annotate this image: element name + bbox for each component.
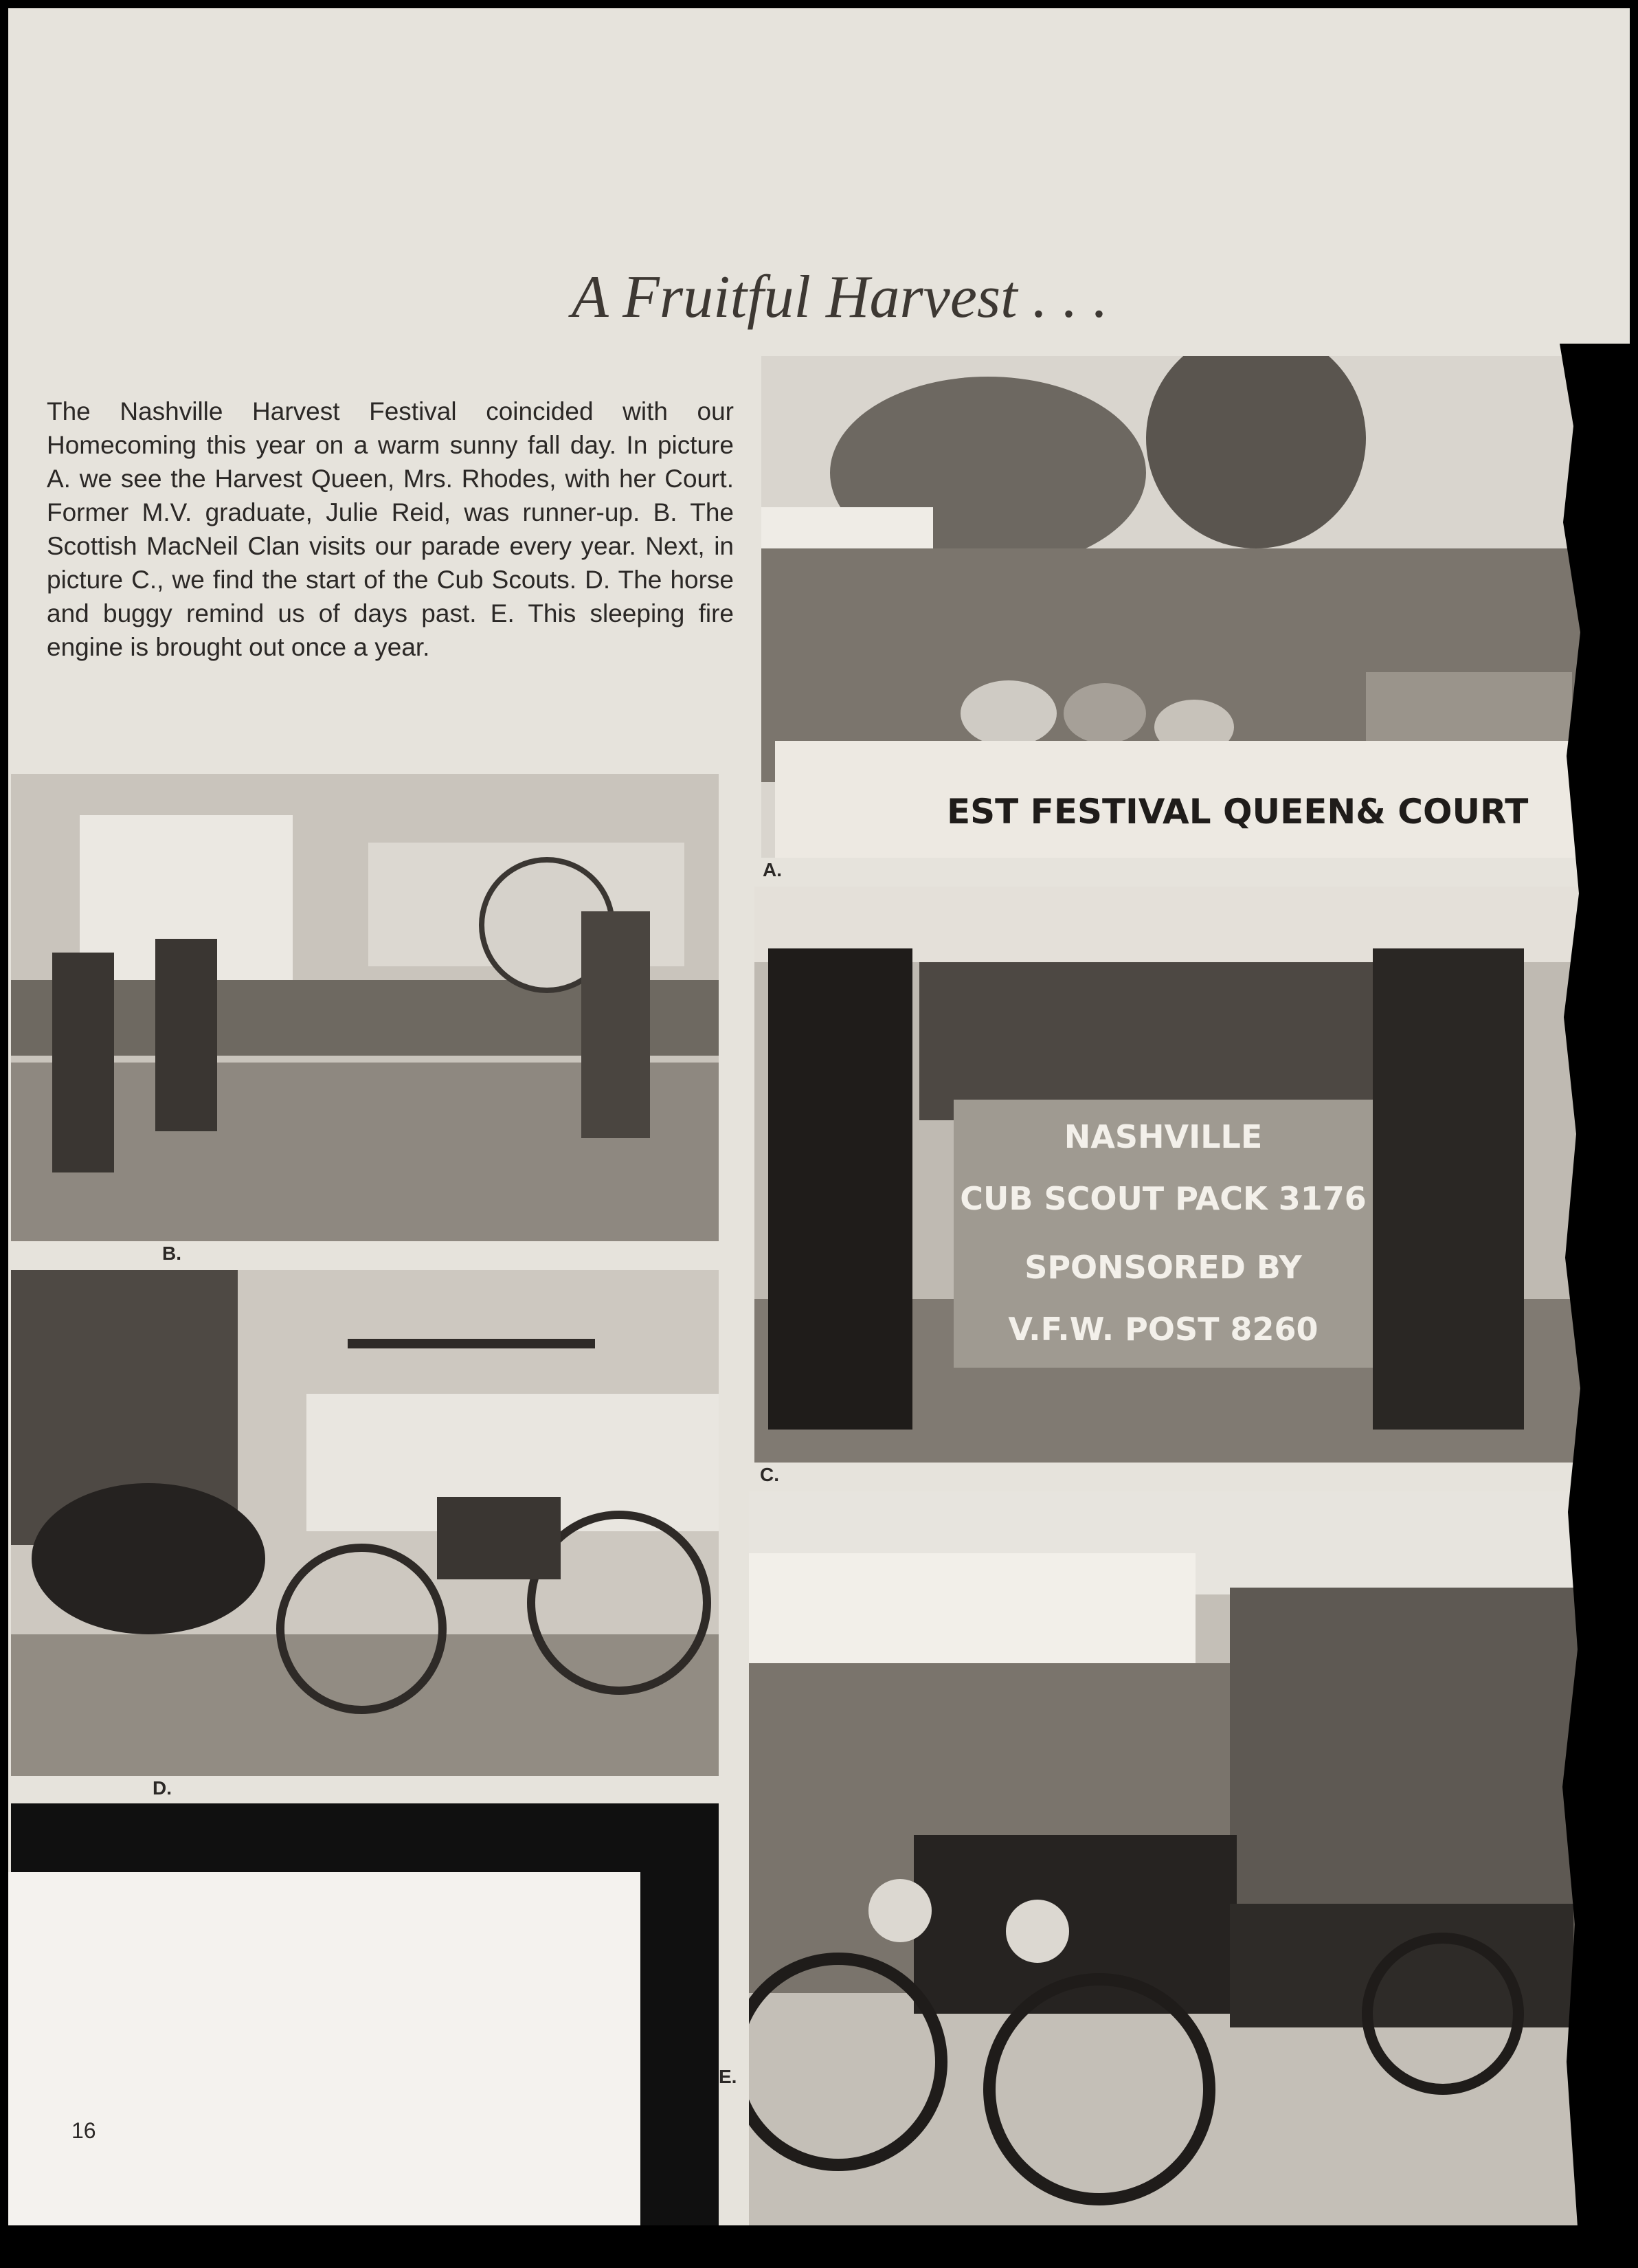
photo-d-horse-buggy	[11, 1270, 719, 1776]
photo-a-harvest-float	[761, 356, 1620, 858]
photo-b-graphic	[11, 774, 719, 1241]
torn-page-edge	[1560, 344, 1635, 2268]
page-title: A Fruitful Harvest . . .	[572, 264, 1108, 331]
caption-c: C.	[760, 1464, 779, 1485]
photo-b-bagpipers	[11, 774, 719, 1241]
yearbook-page	[8, 8, 1630, 2225]
white-inset	[8, 1872, 640, 2225]
photo-c-banner-line-1: NASHVILLE	[1064, 1118, 1263, 1155]
photo-e-graphic	[749, 1491, 1594, 2225]
caption-b: B.	[162, 1243, 181, 1264]
photo-d-graphic	[11, 1270, 719, 1776]
photo-c-banner-line-3: SPONSORED BY	[1024, 1249, 1302, 1286]
photo-a-graphic	[761, 356, 1620, 858]
photo-c-banner-line-4: V.F.W. POST 8260	[1008, 1311, 1319, 1348]
photo-c-cub-scouts	[754, 887, 1601, 1463]
caption-e: E.	[719, 2066, 737, 2087]
page-number: 16	[71, 2118, 96, 2143]
photo-c-banner-line-2: CUB SCOUT PACK 3176	[960, 1180, 1367, 1217]
photo-a-sign-text: EST FESTIVAL QUEEN& COURT	[947, 792, 1529, 832]
caption-d: D.	[153, 1777, 172, 1799]
intro-paragraph: The Nashville Harvest Festival coincided with our Homecoming this year on a warm sunny fall day. In picture A. we see the Harvest Queen, Mrs. Rhodes, with her Court. Former M.V. graduate, Julie Reid, was runner-up. B. The Scottish MacNeil Clan visits our parade every year. Next, in picture C., we find the start of the Cub Scouts. D. The horse and buggy remind us of days past. E. This sleeping fire engine is brought out once a year.	[47, 397, 734, 661]
caption-a: A.	[763, 859, 782, 880]
photo-e-fire-engine	[749, 1491, 1594, 2225]
photo-c-graphic	[754, 887, 1601, 1463]
